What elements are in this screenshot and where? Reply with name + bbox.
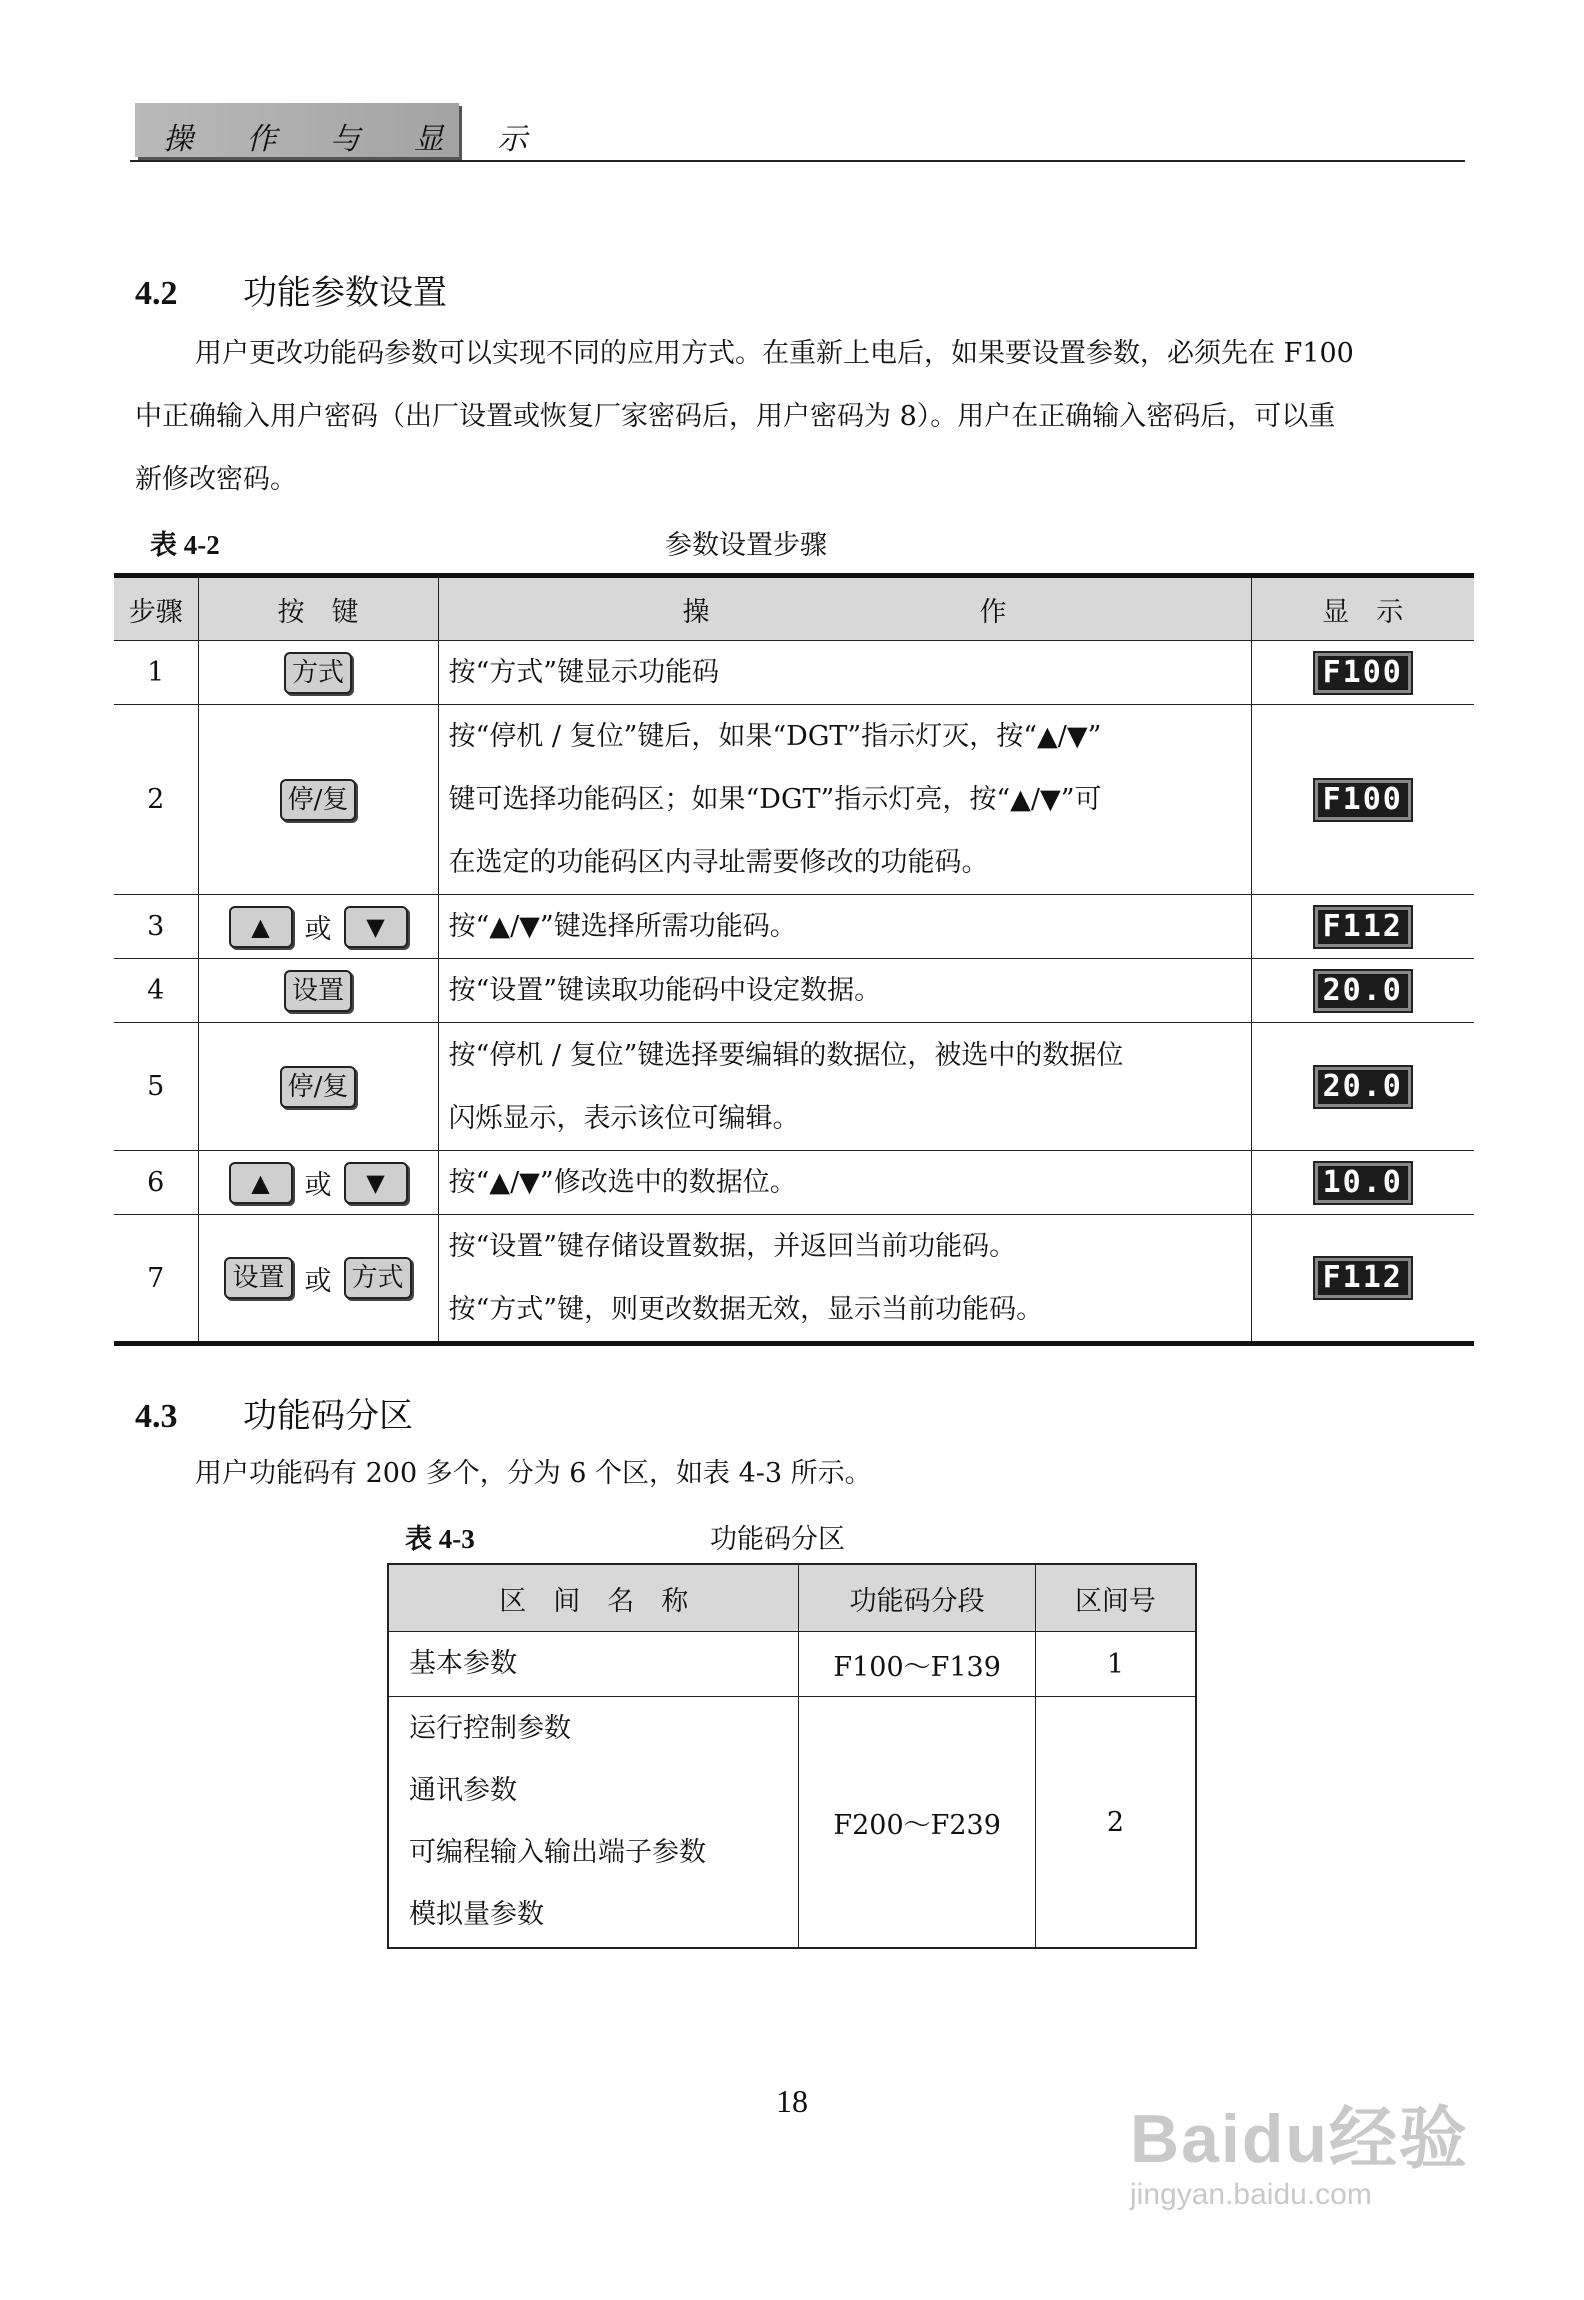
operation-text: 按“▲/▼”键选择所需功能码。 xyxy=(438,895,1251,959)
or-text: 或 xyxy=(304,1265,332,1297)
code-range: F100～F139 xyxy=(799,1632,1035,1697)
table-4-2-title: 参数设置步骤 xyxy=(665,530,827,561)
header-code-range: 功能码分段 xyxy=(799,1564,1035,1632)
key-cell xyxy=(198,959,438,1023)
operation-text: 按“停机 / 复位”键后，如果“DGT”指示灯灭，按“▲/▼” 键可选择功能码区；如果“DGT”指示灯亮，按“▲/▼”可 在选定的功能码区内寻址需要修改的功能码。 xyxy=(438,705,1251,895)
zone-number: 1 xyxy=(1035,1632,1196,1697)
header-key: 按 键 xyxy=(198,576,438,641)
mode-key: 方式 xyxy=(284,652,352,694)
operation-text: 按“▲/▼”修改选中的数据位。 xyxy=(438,1151,1251,1215)
table-row xyxy=(114,705,1474,895)
table-4-3-label: 表 4-3 xyxy=(405,1524,475,1554)
step-number: 1 xyxy=(114,641,198,705)
step-number: 3 xyxy=(114,895,198,959)
section-4-3-paragraph xyxy=(135,1442,1525,1505)
display-cell xyxy=(1251,1215,1474,1344)
lcd-display: F112 xyxy=(1315,907,1411,947)
table-row xyxy=(114,895,1474,959)
table-4-3-title: 功能码分区 xyxy=(710,1524,845,1555)
zone-name: 运行控制参数 通讯参数 可编程输入输出端子参数 模拟量参数 xyxy=(388,1697,799,1949)
section-4-2-paragraph xyxy=(135,322,1465,511)
operation-text: 按“停机 / 复位”键选择要编辑的数据位，被选中的数据位 闪烁显示，表示该位可编辑。 xyxy=(438,1023,1251,1151)
key-cell xyxy=(198,1023,438,1151)
display-cell xyxy=(1251,1151,1474,1215)
table-row xyxy=(114,959,1474,1023)
header-zone-number: 区间号 xyxy=(1035,1564,1196,1632)
step-number: 2 xyxy=(114,705,198,895)
page-number: 18 xyxy=(776,2083,808,2119)
header-rule xyxy=(130,160,1465,162)
section-title: 功能码分区 xyxy=(243,1396,413,1436)
table-row xyxy=(114,1151,1474,1215)
display-cell xyxy=(1251,641,1474,705)
section-number: 4.2 xyxy=(135,275,178,312)
watermark-brand: Baidu经验 xyxy=(1130,2101,1469,2177)
code-range: F200～F239 xyxy=(799,1697,1035,1949)
table-row xyxy=(114,1023,1474,1151)
zone-number: 2 xyxy=(1035,1697,1196,1949)
table-row xyxy=(388,1697,1196,1949)
header-step: 步骤 xyxy=(114,576,198,641)
key-cell xyxy=(198,1215,438,1344)
or-text: 或 xyxy=(304,914,332,945)
paragraph-line: 用户功能码有 200 多个，分为 6 个区，如表 4-3 所示。 xyxy=(195,1458,872,1489)
table-header-row xyxy=(114,576,1474,641)
header-zone-name: 区 间 名 称 xyxy=(388,1564,799,1632)
lcd-display: 10.0 xyxy=(1315,1163,1411,1203)
zone-name: 基本参数 xyxy=(388,1632,799,1697)
section-4-2-heading xyxy=(135,265,447,314)
paragraph-line: 新修改密码。 xyxy=(135,464,297,495)
operation-text: 按“设置”键读取功能码中设定数据。 xyxy=(438,959,1251,1023)
steps-table xyxy=(114,573,1474,1346)
table-row xyxy=(114,641,1474,705)
key-cell xyxy=(198,895,438,959)
up-key: ▲ xyxy=(229,906,293,948)
table-header-row xyxy=(388,1564,1196,1632)
baidu-watermark xyxy=(1130,2085,1469,2212)
set-key: 设置 xyxy=(224,1257,292,1299)
lcd-display: 20.0 xyxy=(1315,1067,1411,1107)
operation-text: 按“方式”键显示功能码 xyxy=(438,641,1251,705)
paragraph-line: 中正确输入用户密码（出厂设置或恢复厂家密码后，用户密码为 8）。用户在正确输入密码后，可以重 xyxy=(135,401,1336,432)
stop-reset-key: 停/复 xyxy=(280,1066,357,1108)
step-number: 7 xyxy=(114,1215,198,1344)
table-4-2-label: 表 4-2 xyxy=(150,530,220,560)
key-cell xyxy=(198,1151,438,1215)
step-number: 5 xyxy=(114,1023,198,1151)
lcd-display: F100 xyxy=(1315,780,1411,820)
section-number: 4.3 xyxy=(135,1398,178,1435)
key-cell xyxy=(198,705,438,895)
down-key: ▼ xyxy=(344,906,408,948)
display-cell xyxy=(1251,1023,1474,1151)
up-key: ▲ xyxy=(229,1162,293,1204)
or-text: 或 xyxy=(304,1170,332,1201)
chapter-header-box xyxy=(135,103,550,157)
mode-key: 方式 xyxy=(344,1257,412,1299)
table-row xyxy=(114,1215,1474,1344)
set-key: 设置 xyxy=(284,970,352,1012)
stop-reset-key: 停/复 xyxy=(280,779,357,821)
step-number: 6 xyxy=(114,1151,198,1215)
paragraph-line: 用户更改功能码参数可以实现不同的应用方式。在重新上电后，如果要设置参数，必须先在 F100 xyxy=(195,338,1354,369)
lcd-display: 20.0 xyxy=(1315,971,1411,1011)
step-number: 4 xyxy=(114,959,198,1023)
header-operation: 操 作 xyxy=(438,576,1251,641)
display-cell xyxy=(1251,895,1474,959)
table-row xyxy=(388,1632,1196,1697)
key-cell xyxy=(198,641,438,705)
section-4-3-heading xyxy=(135,1388,413,1437)
header-display: 显 示 xyxy=(1251,576,1474,641)
watermark-url: jingyan.baidu.com xyxy=(1130,2178,1372,2211)
zones-table xyxy=(387,1563,1197,1949)
chapter-header-title: 操 作 与 显 示 xyxy=(163,122,550,157)
display-cell xyxy=(1251,959,1474,1023)
down-key: ▼ xyxy=(344,1162,408,1204)
lcd-display: F100 xyxy=(1315,653,1411,693)
operation-text: 按“设置”键存储设置数据，并返回当前功能码。 按“方式”键，则更改数据无效，显示当前功能码。 xyxy=(438,1215,1251,1344)
section-title: 功能参数设置 xyxy=(243,273,447,313)
lcd-display: F112 xyxy=(1315,1258,1411,1298)
display-cell xyxy=(1251,705,1474,895)
